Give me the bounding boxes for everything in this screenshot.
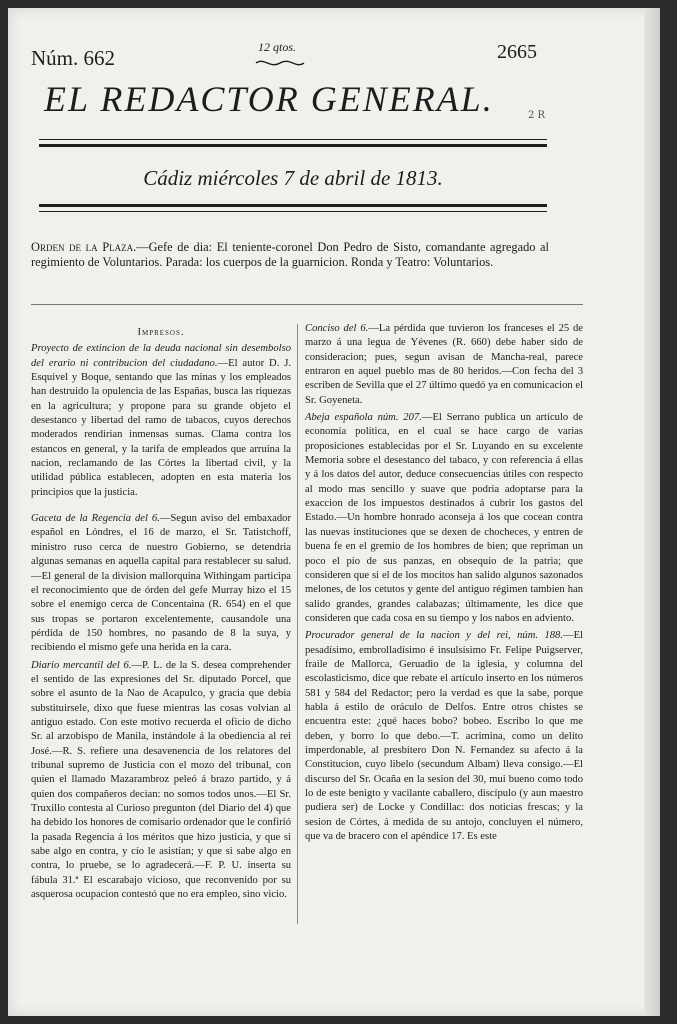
flourish-ornament [254,57,306,69]
article-text: —La pérdida que tuvieron los franceses el 25 de marzo á una legua de Yévenes (R. 660) debe haber sido de consideracion; pues, segun avisan de Mancha-real, parece entraron en aquel pueblo mas de 80 heridos.—Con fecha del 3 escriben de Sevilla que el 27 último quedó ya en comunicacion el Sr. Goyeneta. [305,323,583,406]
article-lead: Conciso del 6. [305,323,369,334]
dateline: Cádiz miércoles 7 de abril de 1813. [143,166,443,190]
article-lead: Procurador general de la nacion y del rei, núm. 188. [305,630,563,642]
column-divider [297,324,298,924]
article-lead: Diario mercantil del 6. [31,659,132,671]
rule-mid-thin [39,211,547,212]
issue-number: Núm. 662 [31,46,115,70]
article-text: —P. L. de la S. desea comprehender el sentido de las expresiones del Sr. diputado Porcel, que sobre el asunto de la Nao de Acapulco, y gracia que debia substituirsele, dixo que fuese mientras las cosas volvian al antiguo estado. Con este motivo recuerda el oficio de dicho Sr. al arzobispo de Manila, instándole á la obediencia al rei José.—R. S. refiere una desavenencia de los relatores del tribunal supremo de Justicia con el mozo del tribunal, con quien el llamado Mazarambroz peleó á brazo partido, y á quien dos compañeros decian: no somos todos unos.—El Sr. Truxillo contesta al Curioso pregunton (del Diario del 4) que ha debido los honores de comisario ordenador que le confirió la pasada Regencia á los méritos que hizo justicia, y que si sabe algo en contra, y cío le asistían; y que si sabe algo en contra, lo pruebe, se lo agradecerá.—F. P. U. inserta su fábula 31.ª El escarabajo vicioso, que reconvenido por su asquerosa ocupacion contestó que no era empleo, sino vicio. [31,659,291,901]
corner-mark: 2 R [528,110,546,121]
page-number: 2665 [497,41,537,63]
right-column [305,322,583,844]
article-proyecto [31,342,291,500]
page-edge [644,8,660,1016]
article-lead: Proyecto de extincion de la deuda nacional sin desembolso del erario ni contribucion del ciudadano. [31,343,291,369]
article-lead: Gaceta de la Regencia del 6. [31,513,160,525]
article-text: —El pesadísimo, embrolladísimo é insulsísimo Fr. Felipe Puigserver, fraile de Mallorca, Geruadio de la iglesia, y columna del escolasticismo, dice que rebate el artículo inserto en los números 581 y 584 del Redactor; pero la verdad es que la sabe, porque habla á estilo de oráculo de Delfos. Entre otros chistes se encuentra este: ¿qué haces bobo? bobeo. Escribo lo que me deben, y borro lo que debo.—T. acrimina, como un delito imperdonable, al presbítero Don N. Fernandez su afecto á la Constitucion, cuyo libelo (secundum Albam) lleva consigo.—El discurso del Sr. Ocaña en la sesion del 30, mui bueno como todo lo de este benigto y vacilante caballero, discípulo (y aun maestro pudiera ser) de Locke y Condillac: dos noticias frescas; y la sesion de Córtes, á medida de su antojo, concluyen el número, que va de bracero con el apéndice 17. Es este [305,630,583,843]
article-procurador [305,629,583,844]
article-diario [31,659,291,903]
masthead-title: EL REDACTOR GENERAL. [44,79,494,119]
rule-top-thin [39,139,547,140]
article-conciso [305,322,583,408]
left-column [31,326,291,902]
article-text: —Segun aviso del embaxador español en Lóndres, el 16 de marzo, el Sr. Tatistchoff, ministro ruso cerca de nuestro Gobierno, se detendria algunas semanas en aquella capital para restablecer su salud.—El general de la division mallorquina Withingam participa el reconocimiento que de órden del gefe Murray hizo el 15 sobre el enemigo cerca de Concentaina (R. 654) en el que sus tropas se portaron excelentemente, causandole una pérdida de 150 hombres, no pasando de 8 la suya, y recibiendo el mismo gefe una herida en la cara. [31,513,292,654]
orden-label: Orden de la Plaza. [31,240,137,254]
orden-de-la-plaza [31,240,549,270]
article-text: —El Serrano publica un artículo de economía política, en el cual se hace cargo de varias proposiciones establecidas por el Sr. Luyando en su excelente Memoria sobre el desestanco del tabaco, y con referencia á ellas y á los datos del autor, deduce consecuencias útiles con respecto al modo mas sencillo y suave que podria adoptarse para la exaccion de los impuestos destinados á cubrir los gastos del Estado.—Un hombre honrado aconseja á los que cocean contra las nuevas instituciones que se dexen de chocheces, y entren de buena fe en el gremio de los hombres de bien; que repriman un poco el pio de sus panzas, en obsequio de la patria; que consideren que si el de los mocitos han salido algunos sazonados melones, de los cetutos y gente del antiguo régimen tambien han salido grandes, grandes calabazas; últimamente, les dice que consideren que cada cosa en su tiempo y los nabos en adviento. [305,412,583,624]
article-gaceta [31,512,291,655]
newspaper-page [8,8,660,1016]
rule-section [31,304,583,305]
rule-mid-thick [39,204,547,207]
article-text: —El autor D. J. Esquivel y Boque, sentando que las minas y los empleados han destruido la opulencia de las Españas, busca las riquezas en la agricultura; y propone para su grande objeto el desestanco y libertad del ramo de tabacos, cuyos derechos moderados rendirian inmensas sumas. Clama contra los estancos en general, y la tarifa de empleados que arruina la nacion, reclamando de las Córtes la libertad civil, y la utilidad pública establecen, adopten en esta materia los principios que la justicia. [31,357,291,498]
orden-text: —Gefe de dia: El teniente-coronel Don Pedro de Sisto, comandante agregado al regimiento de Voluntarios. Parada: los cuerpos de la guarnicion. Ronda y Teatro: Voluntarios. [31,240,549,269]
section-heading-impresos: Impresos. [137,327,185,338]
rule-top-thick [39,144,547,147]
article-lead: Abeja española núm. 207. [305,412,422,424]
issue-price: 12 qtos. [258,40,297,54]
article-abeja [305,411,583,626]
